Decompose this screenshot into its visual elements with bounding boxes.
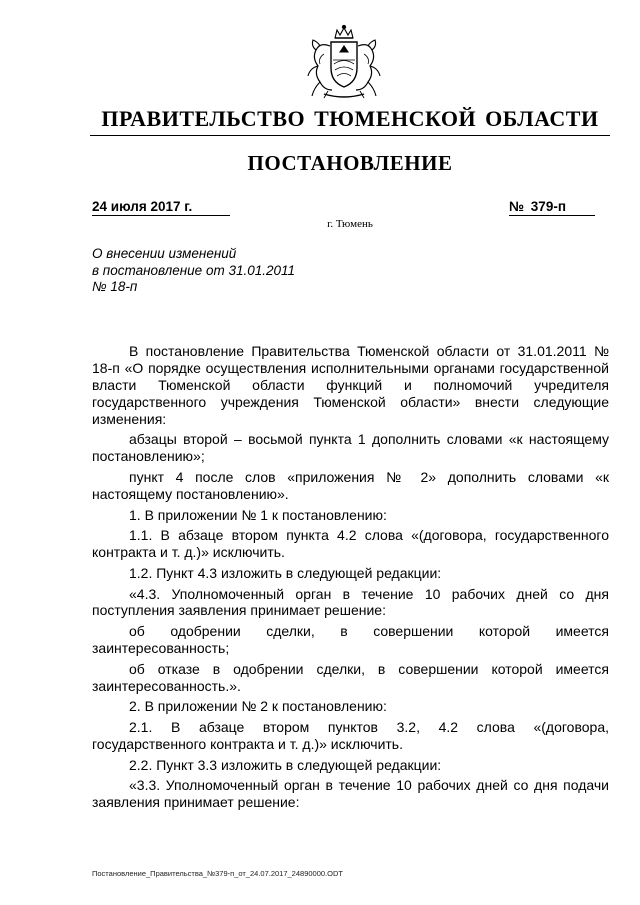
body-paragraph: «4.3. Уполномоченный орган в течение 10 рабочих дней со дня поступления заявления принимает решение: xyxy=(92,585,609,619)
body-paragraph: 1.2. Пункт 4.3 изложить в следующей редакции: xyxy=(129,564,442,581)
document-subject xyxy=(92,246,295,296)
body-paragraph: 1.1. В абзаце втором пункта 4.2 слова «(договора, государственного контракта и т. д.)» исключить. xyxy=(92,527,609,561)
body-paragraph: 2.1. В абзаце втором пунктов 3.2, 4.2 слова «(договора, государственного контракта и т. д.)» исключить. xyxy=(92,719,609,752)
body-paragraph: 2.2. Пункт 3.3 изложить в следующей редакции: xyxy=(129,756,442,773)
body-paragraph: 2. В приложении № 2 к постановлению: xyxy=(129,698,387,715)
document-body xyxy=(92,343,609,815)
body-paragraph: об одобрении сделки, в совершении которой имеется заинтересованность; xyxy=(92,623,609,657)
subject-line: № 18-п xyxy=(92,279,138,294)
subject-line: О внесении изменений xyxy=(92,246,237,261)
body-paragraph: В постановление Правительства Тюменской области от 31.01.2011 № 18-п «О порядке осуществления исполнительными органами государственной власти Тюменской области функций и полномочий учредителя государственного учреждения Тюменской области» внести следующие изменения: xyxy=(92,343,609,427)
document-type: ПОСТАНОВЛЕНИЕ xyxy=(247,151,453,175)
document-city: г. Тюмень xyxy=(327,218,373,230)
subject-line: в постановление от 31.01.2011 xyxy=(92,262,296,278)
body-paragraph: 1. В приложении № 1 к постановлению: xyxy=(129,506,387,523)
government-title: ПРАВИТЕЛЬСТВО ТЮМЕНСКОЙ ОБЛАСТИ xyxy=(101,106,599,131)
body-paragraph: об отказе в одобрении сделки, в совершении которой имеется заинтересованность.». xyxy=(92,660,609,694)
document-date: 24 июля 2017 г. xyxy=(92,199,230,216)
body-paragraph: «3.3. Уполномоченный орган в течение 10 рабочих дней со дня подачи заявления принимает решение: xyxy=(92,777,609,811)
coat-of-arms-emblem xyxy=(302,24,386,102)
body-paragraph: пункт 4 после слов «приложения № 2» дополнить словами «к настоящему постановлению». xyxy=(92,468,609,502)
document-number: № 379-п xyxy=(509,199,595,216)
header-rule xyxy=(90,135,610,136)
body-paragraph: абзацы второй – восьмой пункта 1 дополнить словами «к настоящему постановлению»; xyxy=(92,431,609,465)
footer-filename: Постановление_Правительства_№379-п_от_24.07.2017_24890000.ODT xyxy=(92,869,343,878)
